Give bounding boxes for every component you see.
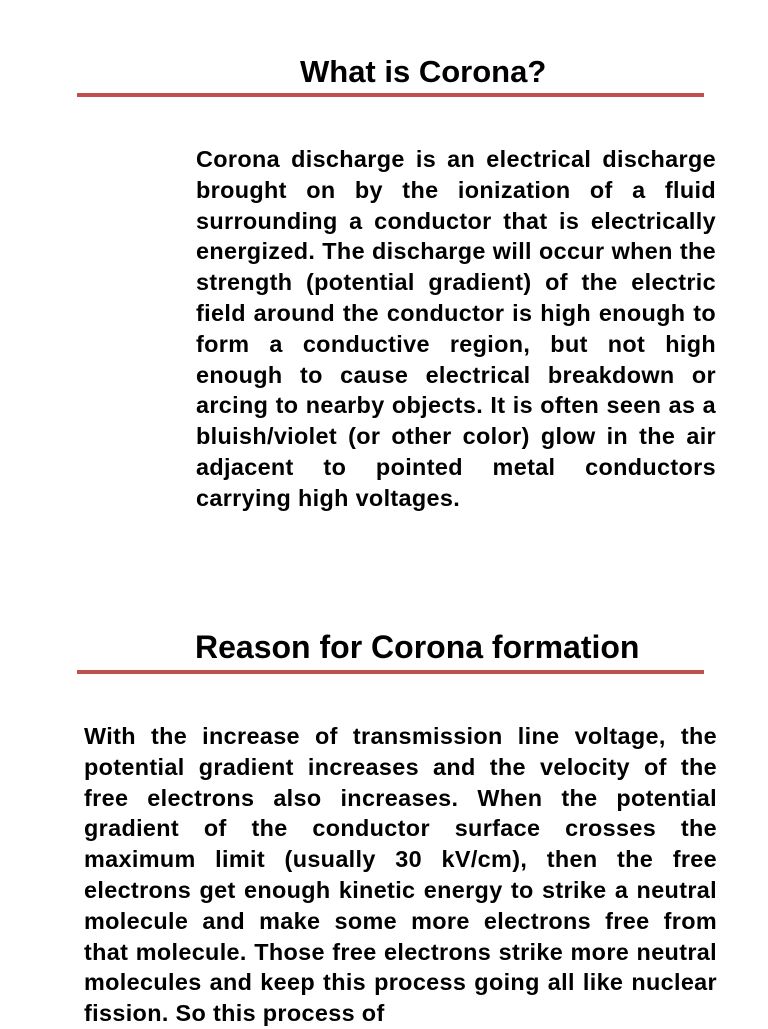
heading-underline (77, 670, 704, 674)
section-heading-reason-for-corona: Reason for Corona formation (195, 629, 640, 665)
section-body-what-is-corona: Corona discharge is an electrical discharge brought on by the ionization of a fluid surrounding a conductor that is electrically energized. The discharge will occur when the strength (potential gradient) of the electric field around the conductor is high enough to form a conductive region, but not high enough to cause electrical breakdown or arcing to nearby objects. It is often seen as a bluish/violet (or other color) glow in the air adjacent to pointed metal conductors carrying high voltages. (196, 146, 716, 511)
heading-underline (77, 93, 704, 97)
section-body-reason-for-corona: With the increase of transmission line voltage, the potential gradient increases and the velocity of the free electrons also increases. When the potential gradient of the conductor surface crosses the maximum limit (usually 30 kV/cm), then the free electrons get enough kinetic energy to strike a neutral molecule and make some more electrons free from that molecule. Those free electrons strike more neutral molecules and keep this process going all like nuclear fission. So this process of (84, 723, 717, 1027)
section-heading-what-is-corona: What is Corona? (300, 54, 547, 89)
